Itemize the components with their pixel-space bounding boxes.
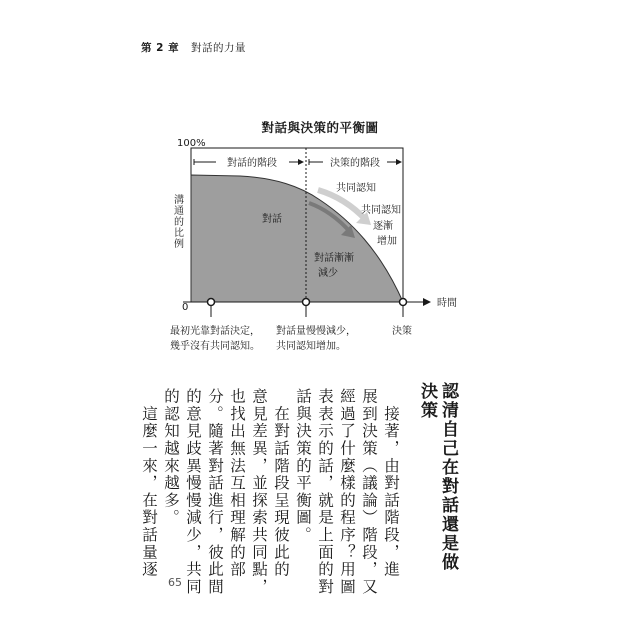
dialogue-shrinking-line-2: 減少 <box>318 268 338 279</box>
body-line-4: 表表示的話，就是上面的對 <box>316 388 334 596</box>
page-number: 65 <box>168 576 182 589</box>
origin-label: 0 <box>182 302 189 313</box>
chapter-number: 第 2 章 <box>141 42 180 54</box>
section-heading-line-1: 認清自己在對話還是做 <box>438 382 458 572</box>
y-top-label: 100% <box>177 138 206 149</box>
note-middle-line-2: 共同認知增加。 <box>276 341 346 352</box>
body-line-7: 意見差異，並探索共同點， <box>250 388 268 596</box>
consensus-label: 共同認知 <box>336 183 376 194</box>
body-line-1: 接著，由對話階段，進 <box>382 388 400 579</box>
chapter-title: 對話的力量 <box>190 42 246 54</box>
area-label: 對話 <box>262 214 282 225</box>
dialogue-area <box>191 175 403 302</box>
body-line-6: 在對話階段呈現彼此的 <box>272 388 290 579</box>
dialogue-shrinking-line-1: 對話漸漸 <box>314 253 354 264</box>
y-axis-label: 溝通的比例 <box>171 194 183 249</box>
marker-middle <box>303 299 310 306</box>
body-line-11: 的認知越來越多。 <box>162 388 180 527</box>
body-line-9: 分。隨著對話進行，彼此間 <box>206 388 224 596</box>
x-axis-label: 時間 <box>437 298 457 309</box>
marker-end <box>400 299 407 306</box>
marker-start <box>208 299 215 306</box>
figure-title: 對話與決策的平衡圖 <box>261 120 379 135</box>
consensus-growing-line-3: 增加 <box>377 236 397 247</box>
note-end: 決策 <box>392 326 412 337</box>
phase-dialogue-label: 對話的階段 <box>227 158 277 169</box>
section-heading-line-2: 決策 <box>417 382 437 420</box>
note-start-line-2: 幾乎沒有共同認知。 <box>170 341 260 352</box>
consensus-growing-line-1: 共同認知 <box>361 205 401 216</box>
consensus-growing-line-2: 逐漸 <box>373 221 393 232</box>
body-line-12: 這麼一來，在對話量逐 <box>140 388 158 579</box>
body-line-2: 展到決策（議論）階段，又 <box>360 388 378 596</box>
body-line-5: 話與決策的平衡圖。 <box>294 388 312 544</box>
phase-decision-label: 決策的階段 <box>330 158 380 169</box>
body-line-3: 經過了什麼樣的程序？用圖 <box>338 388 356 596</box>
note-middle-line-1: 對話量慢慢減少， <box>276 326 356 337</box>
body-line-10: 的意見歧異慢慢減少，共同 <box>184 388 202 596</box>
note-start-line-1: 最初光靠對話決定， <box>170 326 260 337</box>
body-line-8: 也找出無法互相理解的部 <box>228 388 246 579</box>
